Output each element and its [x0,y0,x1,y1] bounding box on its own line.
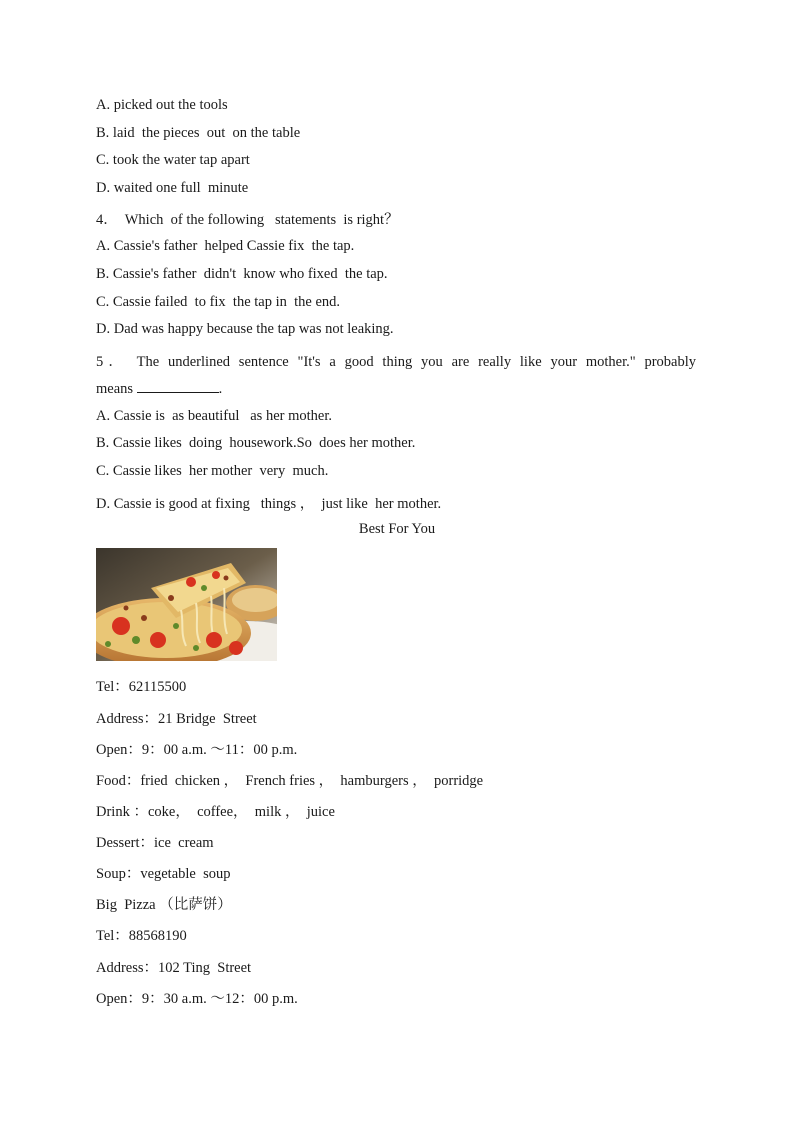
q4-option-c: C. Cassie failed to fix the tap in the end. [96,294,341,310]
q4-option-a: A. Cassie's father helped Cassie fix the tap. [96,238,355,254]
q3-option-b: B. laid the pieces out on the table [96,125,301,141]
q5-option-c: C. Cassie likes her mother very much. [96,463,329,479]
ad-drink: Drink ：coke， coffee， milk ， juice [96,804,335,820]
q3-option-c: C. took the water tap apart [96,152,250,168]
ad-tel-2: Tel：88568190 [96,928,187,944]
q5-stem: 5． The underlined sentence "It's a good thing you are really like your mother." probably [96,354,696,370]
ad-big-pizza-heading: Big Pizza （比萨饼） [96,897,232,913]
answer-blank [137,380,219,393]
ad-open-2: Open：9：30 a.m. ～12：00 p.m. [96,991,298,1007]
ad-tel-1: Tel：62115500 [96,679,187,695]
ad-food: Food：fried chicken ， French fries ， hamburgers ， porridge [96,773,484,789]
q3-option-d: D. waited one full minute [96,180,249,196]
q5-option-b: B. Cassie likes doing housework.So does her mother. [96,435,416,451]
q4-stem: 4． Which of the following statements is right？ [96,212,399,228]
ad-soup: Soup：vegetable soup [96,866,231,882]
q3-option-a: A. picked out the tools [96,97,228,113]
ad-address-2: Address：102 Ting Street [96,960,252,976]
ad-open-1: Open：9：00 a.m. ～11：00 p.m. [96,742,298,758]
ad-address-1: Address：21 Bridge Street [96,711,257,727]
q5-option-d: D. Cassie is good at fixing things ， just like her mother. [96,496,442,512]
ad-dessert: Dessert：ice cream [96,835,214,851]
q5-stem-cont-text: means [96,381,137,397]
q4-option-d: D. Dad was happy because the tap was not leaking. [96,321,394,337]
q4-option-b: B. Cassie's father didn't know who fixed the tap. [96,266,388,282]
pizza-photo [96,548,277,661]
q5-stem-end: . [218,381,223,397]
ad-title: Best For You [358,521,436,537]
q5-stem-continued [96,380,222,398]
q5-option-a: A. Cassie is as beautiful as her mother. [96,408,332,424]
